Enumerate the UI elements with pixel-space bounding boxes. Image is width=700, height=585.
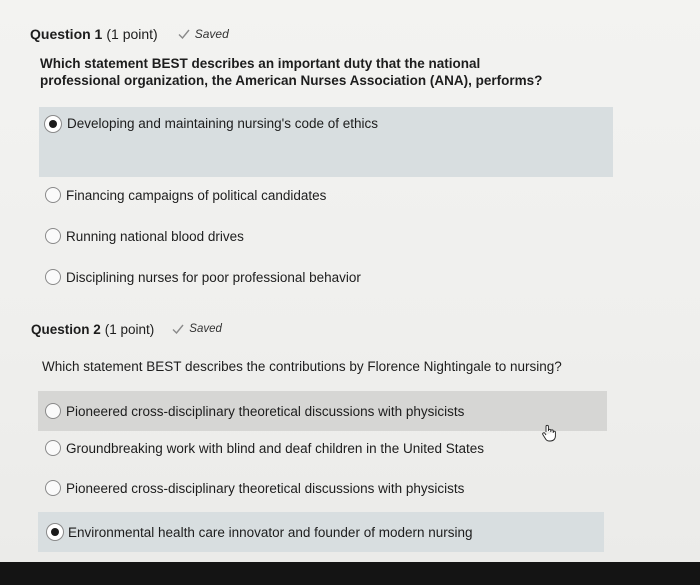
question-1-option-2[interactable] — [45, 186, 326, 204]
question-1-prompt: Which statement BEST describes an important duty that the national professional organization, the American Nurses Association (ANA), performs? — [40, 56, 543, 88]
saved-label: Saved — [189, 323, 222, 335]
radio-button[interactable] — [45, 440, 61, 456]
question-2-points: (1 point) — [104, 322, 155, 337]
question-1-option-1[interactable] — [39, 107, 613, 177]
question-2-option-1[interactable] — [38, 391, 607, 431]
question-2-prompt: Which statement BEST describes the contributions by Florence Nightingale to nursing? — [42, 359, 562, 374]
option-label: Pioneered cross-disciplinary theoretical discussions with physicists — [66, 480, 465, 496]
option-label: Environmental health care innovator and founder of modern nursing — [68, 524, 473, 540]
question-2-option-2[interactable] — [45, 439, 484, 457]
option-label: Disciplining nurses for poor professional behavior — [66, 269, 361, 285]
radio-button[interactable] — [45, 269, 61, 285]
option-label: Developing and maintaining nursing's code of ethics — [67, 116, 379, 131]
question-1-points: (1 point) — [106, 26, 158, 42]
question-1-option-3[interactable] — [45, 227, 244, 245]
question-2-option-4[interactable] — [38, 512, 604, 552]
question-2-header — [31, 322, 222, 337]
option-label: Groundbreaking work with blind and deaf children in the United States — [66, 440, 484, 456]
radio-button-selected[interactable] — [45, 116, 61, 132]
question-2-title: Question 2 — [31, 322, 101, 337]
option-label: Financing campaigns of political candidates — [66, 187, 327, 203]
checkmark-icon — [172, 324, 184, 334]
bottom-bar — [0, 562, 700, 585]
radio-button[interactable] — [45, 228, 61, 244]
radio-button-selected[interactable] — [47, 524, 63, 540]
checkmark-icon — [178, 29, 190, 39]
question-1-title: Question 1 — [30, 26, 103, 42]
saved-label: Saved — [194, 27, 229, 41]
option-label: Running national blood drives — [66, 228, 244, 244]
option-label: Pioneered cross-disciplinary theoretical discussions with physicists — [66, 403, 465, 419]
radio-button[interactable] — [45, 480, 61, 496]
radio-button[interactable] — [45, 187, 61, 203]
radio-button[interactable] — [45, 403, 61, 419]
hand-pointer-icon — [541, 424, 557, 442]
question-2-saved-status — [172, 323, 222, 335]
question-2-option-3[interactable] — [45, 479, 464, 497]
question-1-option-4[interactable] — [45, 268, 361, 286]
question-1-saved-status — [178, 27, 229, 41]
question-1-header — [30, 26, 229, 42]
